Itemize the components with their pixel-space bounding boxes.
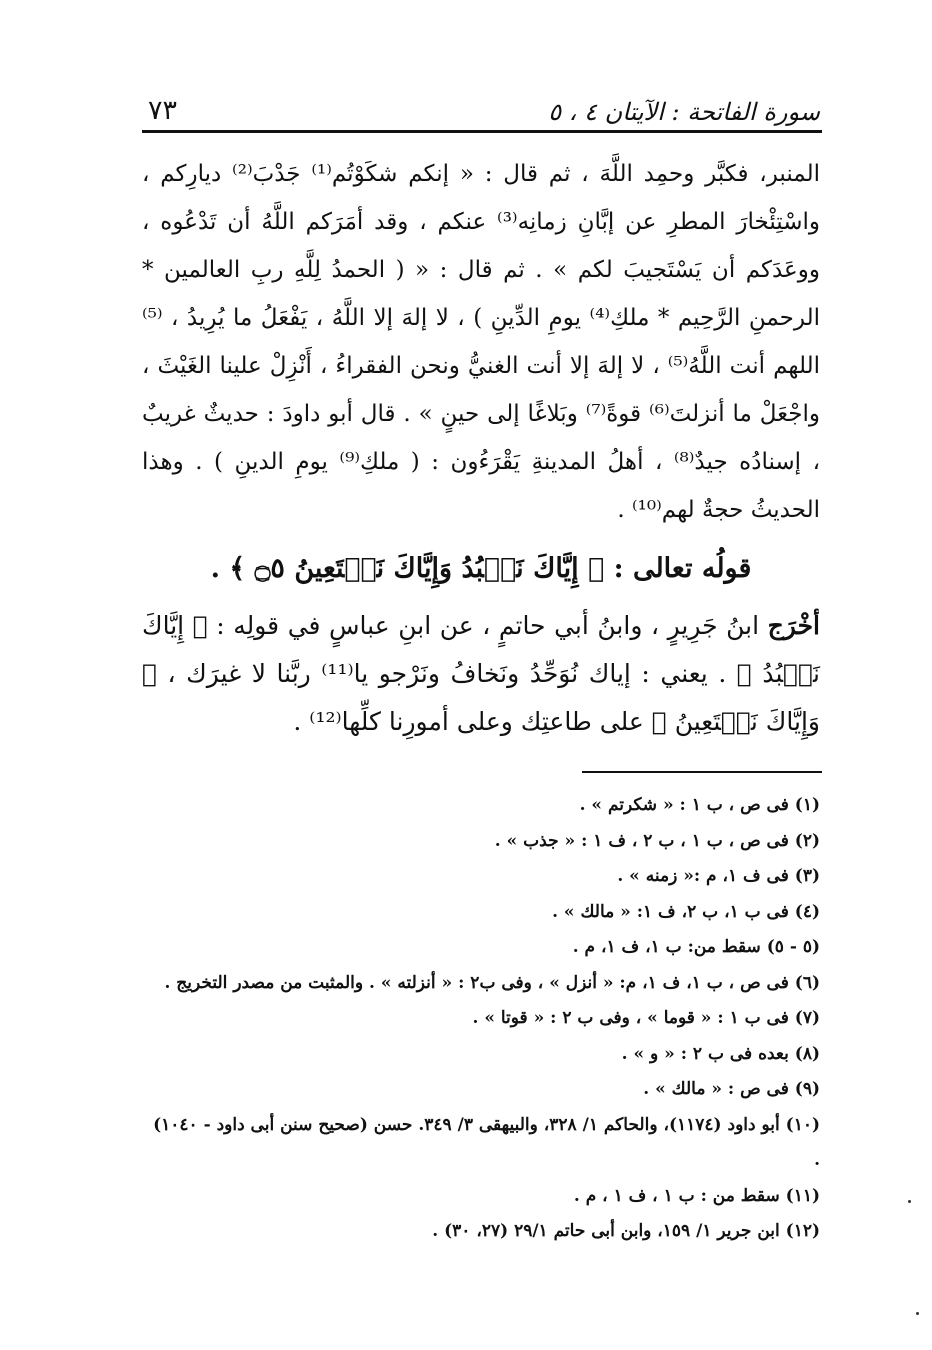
footnote: (١٠) أبو داود (١١٧٤)، والحاكم ١/ ٣٢٨، والبيهقى ٣/ ٣٤٩. حسن (صحيح سنن أبى داود - ١٠٤٠) .: [153, 1114, 820, 1170]
footnote-separator: [582, 771, 822, 773]
footnote: (٢) فى ص ، ب ١ ، ب ٢ ، ف ١ : « جذب » .: [494, 830, 820, 851]
commentary-paragraph: [142, 602, 820, 746]
footnotes: [142, 788, 820, 1250]
footnote: (١١) سقط من : ب ١ ، ف ١ ، م .: [573, 1185, 820, 1206]
page-number: ٧٣: [148, 95, 178, 126]
footnote: (٤) فى ب ١، ب ٢، ف ١: « مالك » .: [552, 901, 820, 922]
footnote: (١) فى ص ، ب ١ : « شكرتم » .: [579, 795, 820, 815]
page-header: [148, 84, 820, 126]
scan-speck: [916, 1312, 919, 1315]
footnote: (٨) بعده فى ب ٢ : « و » .: [621, 1043, 820, 1064]
commentary-text: ابنُ جَرِيرٍ ، وابنُ أبي حاتمٍ ، عن ابنِ عباسٍ في قولِه : ﴿ إِيَّاكَ نَعۡبُدُ ﴾ . يعني : إياك نُوَحِّدُ ونَخافُ ونَرْجو يا⁽¹¹⁾ ربَّنا لا غيرَك ، ﴿ وَإِيَّاكَ نَسۡتَعِينُ ﴾ على طاعتِك وعلى أمورِنا كلِّها⁽¹²⁾ .: [142, 611, 820, 736]
footnote: (٦) فى ص ، ب ١، ف ١، م: « أنزل » ، وفى ب٢ : « أنزلته » . والمثبت من مصدر التخريج .: [164, 972, 820, 993]
footnote: (٣) فى ف ١، م :« زمنه » .: [617, 866, 820, 886]
verse-heading: قولُه تعالى : ﴿ إِيَّاكَ نَعۡبُدُ وَإِيَّاكَ نَسۡتَعِينُ ۝٥ ﴾ .: [210, 553, 752, 584]
scan-speck: [908, 1200, 911, 1203]
paragraph-lead-word: أخْرَج: [767, 611, 820, 640]
main-text: [142, 150, 820, 746]
footnote: (٧) فى ب ١ : « قوما » ، وفى ب ٢ : « قوتا » .: [472, 1008, 820, 1028]
body-paragraph: المنبر، فكبَّر وحمِد اللَّهَ ، ثم قال : « إنكم شكَوْتُم⁽¹⁾ جَدْبَ⁽²⁾ ديارِكم ، واسْتِئْخارَ المطرِ عن إبَّانِ زمانِه⁽³⁾ عنكم ، وقد أمَرَكم اللَّهُ أن تَدْعُوه ، ووعَدَكم أن يَسْتَجيبَ لكم » . ثم قال : « ( الحمدُ لِلَّهِ ربِ العالمين * الرحمنِ الرَّحِيم * ملكِ⁽⁴⁾ يومِ الدِّينِ ) ، لا إلهَ إلا اللَّهُ ، يَفْعَلُ ما يُرِيدُ ، ⁽⁵⁾اللهم أنت اللَّهُ⁽⁵⁾ ، لا إلهَ إلا أنت الغنيُّ ونحن الفقراءُ ، أَنْزِلْ علينا الغَيْثَ ، واجْعَلْ ما أنزلتَ⁽⁶⁾ قوةً⁽⁷⁾ وبَلاغًا إلى حينٍ » . قال أبو داودَ : حديثٌ غريبٌ ، إسنادُه جيدٌ⁽⁸⁾ ، أهلُ المدينةِ يَقْرَءُون : ( ملكِ⁽⁹⁾ يومِ الدينِ ) . وهذا الحديثُ حجةٌ لهم⁽¹⁰⁾ .: [142, 161, 821, 523]
footnote: (٩) فى ص : « مالك » .: [643, 1079, 820, 1099]
footnote: (٥ - ٥) سقط من: ب ١، ف ١، م .: [572, 937, 820, 957]
running-title: سورة الفاتحة : الآيتان ٤ ، ٥: [548, 98, 820, 126]
header-rule: [142, 130, 822, 133]
footnote: (١٢) ابن جرير ١/ ١٥٩، وابن أبى حاتم ٢٩/١ (٢٧، ٣٠) .: [432, 1221, 820, 1241]
